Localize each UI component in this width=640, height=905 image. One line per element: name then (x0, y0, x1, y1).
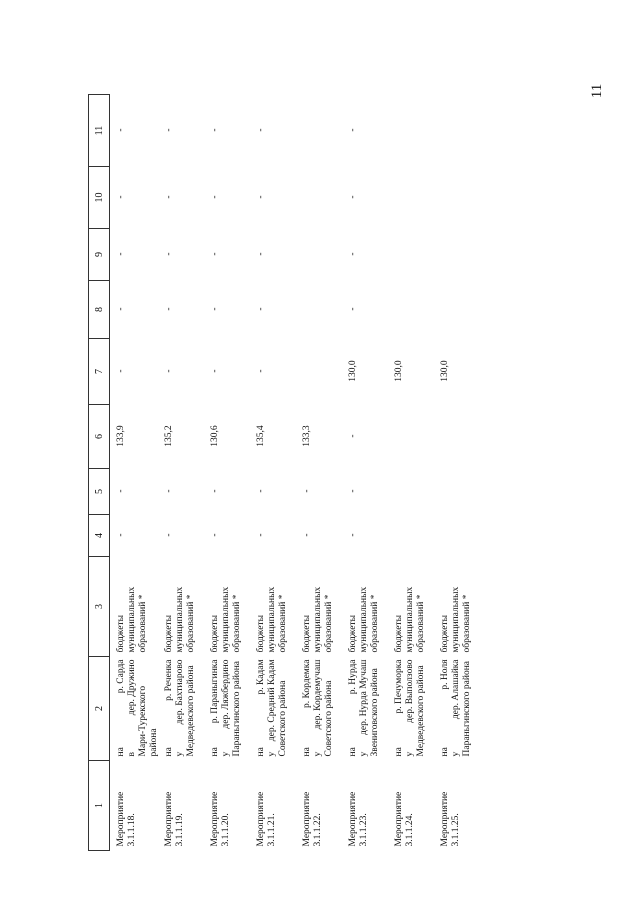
value-col-6: 133,3 (302, 425, 312, 447)
measure-name: Мероприятие 3.1.1.24. (394, 791, 415, 847)
value-col-4: - (348, 533, 358, 537)
measure-name: Мероприятие 3.1.1.19. (164, 791, 185, 847)
value-col-7: - (116, 369, 126, 373)
value-col-4: - (164, 533, 174, 537)
location-district: Медведевского района (186, 665, 196, 757)
value-col-11: - (116, 128, 126, 132)
location-district: Медведевского района (416, 665, 426, 757)
value-col-7: - (256, 369, 266, 373)
location-prefix: на (440, 747, 450, 757)
location-preposition: у (313, 751, 323, 757)
measure-location (436, 657, 482, 761)
measure-name: Мероприятие 3.1.1.25. (440, 791, 461, 847)
value-col-5: - (210, 489, 220, 493)
value-col-10: - (116, 195, 126, 199)
funding-source: бюджеты муниципальных образований * (302, 586, 334, 653)
measure-location (110, 657, 161, 761)
value-col-11: - (210, 128, 220, 132)
value-col-9: - (116, 252, 126, 256)
table-row (298, 95, 344, 851)
location-village: дер. Дружино (127, 659, 137, 716)
value-col-11: - (256, 128, 266, 132)
measure-location (344, 657, 390, 761)
measure-location (390, 657, 436, 761)
value-col-5: - (302, 489, 312, 493)
header-cell: 3 (89, 557, 110, 657)
table-row (206, 95, 252, 851)
header-cell: 10 (89, 167, 110, 229)
header-cell: 8 (89, 281, 110, 339)
value-col-5 (390, 469, 436, 515)
value-col-8: - (210, 307, 220, 311)
location-preposition: в (127, 752, 137, 757)
funding-source: бюджеты муниципальных образований * (394, 586, 426, 653)
value-col-11 (298, 95, 344, 167)
value-col-10 (390, 167, 436, 229)
value-col-5: - (116, 489, 126, 493)
location-village: дер. Ляжбердино (221, 659, 231, 729)
location-preposition: у (405, 751, 415, 757)
page-number: 11 (589, 83, 605, 99)
funding-source: бюджеты муниципальных образований * (210, 586, 242, 653)
value-col-9 (390, 229, 436, 281)
value-col-7: 130,0 (440, 360, 450, 382)
value-col-8: - (116, 307, 126, 311)
table-row (160, 95, 206, 851)
location-prefix: на (256, 747, 266, 757)
value-col-8 (390, 281, 436, 339)
value-col-7: 130,0 (348, 360, 358, 382)
location-village: дер. Выползово (405, 659, 415, 723)
location-prefix: на (164, 747, 174, 757)
measure-location (160, 657, 206, 761)
value-col-4: - (256, 533, 266, 537)
value-col-9: - (256, 252, 266, 256)
header-cell: 6 (89, 405, 110, 469)
location-village: дер. Алашайка (451, 659, 461, 720)
location-district: Звениговского района (370, 668, 380, 757)
value-col-6: - (348, 434, 358, 438)
measure-name: Мероприятие 3.1.1.20. (210, 791, 231, 847)
measure-location (252, 657, 298, 761)
value-col-6: 133,9 (116, 425, 126, 447)
table-row (436, 95, 482, 851)
value-col-9: - (164, 252, 174, 256)
value-col-10: - (256, 195, 266, 199)
location-preposition: у (451, 751, 461, 757)
value-col-5: - (256, 489, 266, 493)
value-col-5: - (348, 489, 358, 493)
location-river: р. Кадам (256, 659, 266, 695)
header-cell: 4 (89, 515, 110, 557)
value-col-9 (298, 229, 344, 281)
location-river: р. Кордемка (302, 659, 312, 708)
location-preposition: у (359, 751, 369, 757)
value-col-9: - (348, 252, 358, 256)
location-preposition: у (267, 751, 277, 757)
value-col-11: - (348, 128, 358, 132)
table-row (252, 95, 298, 851)
location-village: дер. Нурда Мучаш (359, 659, 369, 735)
funding-source: бюджеты муниципальных образований * (164, 586, 196, 653)
table-row (110, 95, 161, 851)
location-river: р. Параныгинка (210, 659, 220, 724)
value-col-7: - (210, 369, 220, 373)
location-village: дер. Бахтиарово (175, 659, 185, 725)
header-row (89, 95, 110, 851)
value-col-7: 130,0 (394, 360, 404, 382)
table-row (344, 95, 390, 851)
value-col-6 (436, 405, 482, 469)
location-river: р. Печуморка (394, 659, 404, 714)
value-col-4: - (210, 533, 220, 537)
location-river: р. Сарда (116, 659, 126, 694)
value-col-8: - (256, 307, 266, 311)
measures-table (88, 94, 482, 851)
location-village: дер. Средний Кадам (267, 659, 277, 742)
value-col-6: 130,6 (210, 425, 220, 447)
value-col-8 (436, 281, 482, 339)
header-cell: 11 (89, 95, 110, 167)
location-prefix: на (302, 747, 312, 757)
value-col-11 (390, 95, 436, 167)
location-district: Советского района (324, 680, 334, 757)
location-prefix: на (348, 747, 358, 757)
location-preposition: у (175, 751, 185, 757)
header-cell: 1 (89, 761, 110, 851)
value-col-9 (436, 229, 482, 281)
value-col-7: - (164, 369, 174, 373)
location-district: Параньгинского района (232, 660, 242, 757)
value-col-11: - (164, 128, 174, 132)
value-col-8 (298, 281, 344, 339)
value-col-5 (436, 469, 482, 515)
value-col-8: - (348, 307, 358, 311)
measure-location (206, 657, 252, 761)
funding-source: бюджеты муниципальных образований * (440, 586, 472, 653)
value-col-11 (436, 95, 482, 167)
value-col-10: - (210, 195, 220, 199)
measure-name: Мероприятие 3.1.1.22. (302, 791, 323, 847)
location-prefix: на (394, 747, 404, 757)
table-row (390, 95, 436, 851)
location-river: р. Нурда (348, 659, 358, 695)
value-col-4 (390, 515, 436, 557)
value-col-10 (436, 167, 482, 229)
location-river: р. Реченка (164, 659, 174, 701)
location-village: дер. Кордемучаш (313, 659, 323, 730)
measure-name: Мероприятие 3.1.1.21. (256, 791, 277, 847)
value-col-4 (436, 515, 482, 557)
header-cell: 9 (89, 229, 110, 281)
location-prefix: на (116, 747, 126, 757)
value-col-10 (298, 167, 344, 229)
location-prefix: на (210, 747, 220, 757)
value-col-6: 135,4 (256, 425, 266, 447)
funding-source: бюджеты муниципальных образований * (256, 586, 288, 653)
funding-source: бюджеты муниципальных образований * (116, 586, 148, 653)
value-col-4: - (302, 533, 312, 537)
value-col-6: 135,2 (164, 425, 174, 447)
value-col-6 (390, 405, 436, 469)
value-col-7 (298, 339, 344, 405)
rotated-table-container (88, 95, 610, 851)
location-river: р. Ноля (440, 659, 450, 690)
funding-source: бюджеты муниципальных образований * (348, 586, 380, 653)
location-district: Мари-Турекского района (138, 685, 159, 757)
measure-location (298, 657, 344, 761)
location-preposition: у (221, 751, 231, 757)
header-cell: 5 (89, 469, 110, 515)
location-district: Параньгинского района (462, 660, 472, 757)
value-col-10: - (164, 195, 174, 199)
value-col-10: - (348, 195, 358, 199)
value-col-4: - (116, 533, 126, 537)
header-cell: 7 (89, 339, 110, 405)
measure-name: Мероприятие 3.1.1.18. (116, 791, 137, 847)
header-cell: 2 (89, 657, 110, 761)
value-col-9: - (210, 252, 220, 256)
measure-name: Мероприятие 3.1.1.23. (348, 791, 369, 847)
value-col-8: - (164, 307, 174, 311)
value-col-5: - (164, 489, 174, 493)
location-district: Советского района (278, 680, 288, 757)
